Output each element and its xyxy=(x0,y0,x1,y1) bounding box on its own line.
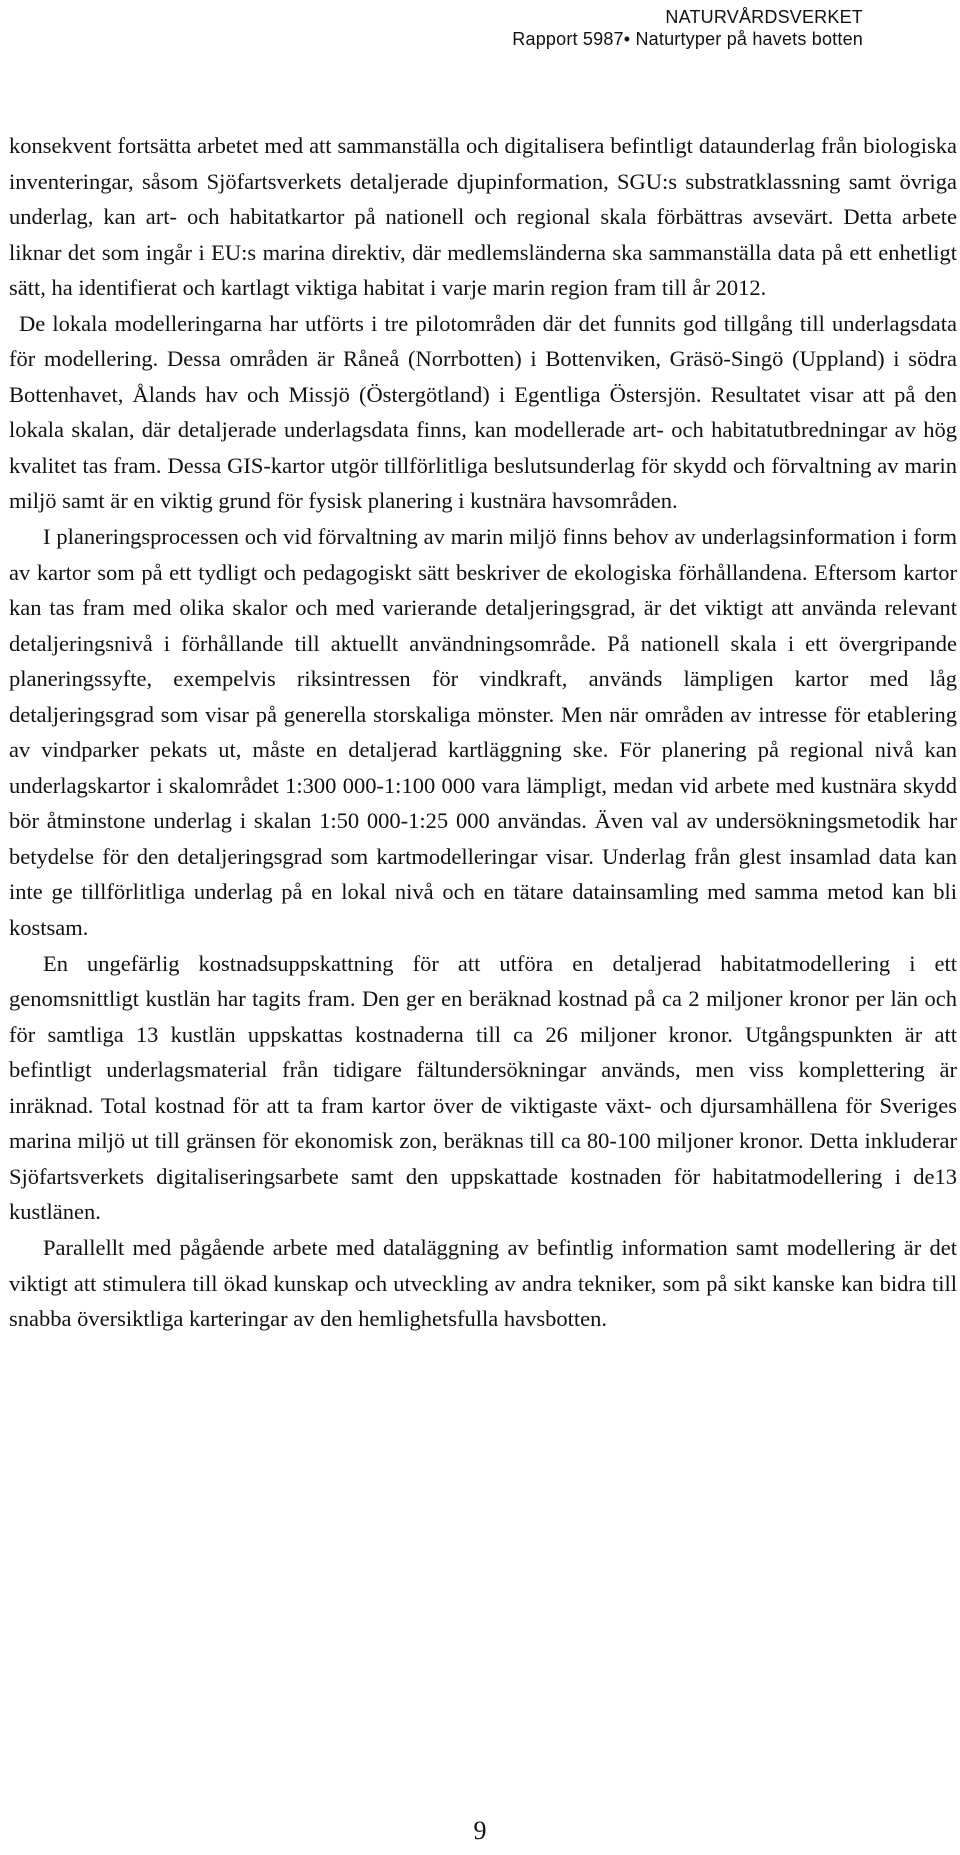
paragraph: En ungefärlig kostnadsuppskattning för att utföra en detaljerad habitatmodellering i ett genomsnittligt kustlän har tagits fram. Den ger en beräknad kostnad på ca 2 miljoner kronor per län och för samtliga 13 kustlän uppskattas kostnaderna till ca 26 miljoner kronor. Utgångspunkten är att befintligt underlagsmaterial från tidigare fältundersökningar används, men viss komplettering är inräknad. Total kostnad för att ta fram kartor över de viktigaste växt- och djursamhällena för Sveriges marina miljö ut till gränsen för ekonomisk zon, beräknas till ca 80-100 miljoner kronor. Detta inkluderar Sjöfartsverkets digitaliseringsarbete samt den uppskattade kostnaden för habitatmodellering i de13 kustlänen. xyxy=(9,950,957,1225)
header-organization: NATURVÅRDSVERKET xyxy=(665,7,863,27)
header-report-title: Rapport 5987• Naturtyper på havets botten xyxy=(512,29,863,49)
running-header xyxy=(512,6,863,50)
paragraph: Parallellt med pågående arbete med dataläggning av befintlig information samt modellering är det viktigt att stimulera till ökad kunskap och utveckling av andra tekniker, som på sikt kanske kan bidra till snabba översiktliga karteringar av den hemlighetsfulla havsbotten. xyxy=(9,1234,957,1332)
paragraph: I planeringsprocessen och vid förvaltning av marin miljö finns behov av underlagsinformation i form av kartor som på ett tydligt och pedagogiskt sätt beskriver de ekologiska förhållandena. Eftersom kartor kan tas fram med olika skalor och med varierande detaljeringsgrad, är det viktigt att använda relevant detaljeringsnivå i förhållande till aktuellt användningsområde. På nationell skala i ett övergripande planeringssyfte, exempelvis riksintressen för vindkraft, används lämpligen kartor med låg detaljeringsgrad som visar på generella storskaliga mönster. Men när områden av intresse för etablering av vindparker pekats ut, måste en detaljerad kartläggning ske. För planering på regional nivå kan underlagskartor i skalområdet 1:300 000-1:100 000 vara lämpligt, medan vid arbete med kustnära skydd bör åtminstone underlag i skalan 1:50 000-1:25 000 användas. Även val av undersökningsmetodik har betydelse för den detaljeringsgrad som kartmodelleringar visar. Underlag från glest insamlad data kan inte ge tillförlitliga underlag på en lokal nivå och en tätare datainsamling med samma metod kan bli kostsam. xyxy=(9,524,957,941)
body-text xyxy=(9,128,957,1337)
page-number: 9 xyxy=(473,1816,487,1845)
paragraph: konsekvent fortsätta arbetet med att sammanställa och digitalisera befintligt dataunderlag från biologiska inventeringar, såsom Sjöfartsverkets detaljerade djupinformation, SGU:s substratklassning samt övriga underlag, kan art- och habitatkartor på nationell och regional skala förbättras avsevärt. Detta arbete liknar det som ingår i EU:s marina direktiv, där medlemsländerna ska sammanställa data på ett enhetligt sätt, ha identifierat och kartlagt viktiga habitat i varje marin region fram till år 2012. xyxy=(9,133,957,301)
paragraph: De lokala modelleringarna har utförts i tre pilotområden där det funnits god tillgång till underlagsdata för modellering. Dessa områden är Råneå (Norrbotten) i Bottenviken, Gräsö-Singö (Uppland) i södra Bottenhavet, Ålands hav och Missjö (Östergötland) i Egentliga Östersjön. Resultatet visar att på den lokala skalan, där detaljerade underlagsdata finns, kan modellerade art- och habitatutbredningar av hög kvalitet tas fram. Dessa GIS-kartor utgör tillförlitliga beslutsunderlag för skydd och förvaltning av marin miljö samt är en viktig grund för fysisk planering i kustnära havsområden. xyxy=(9,310,957,514)
